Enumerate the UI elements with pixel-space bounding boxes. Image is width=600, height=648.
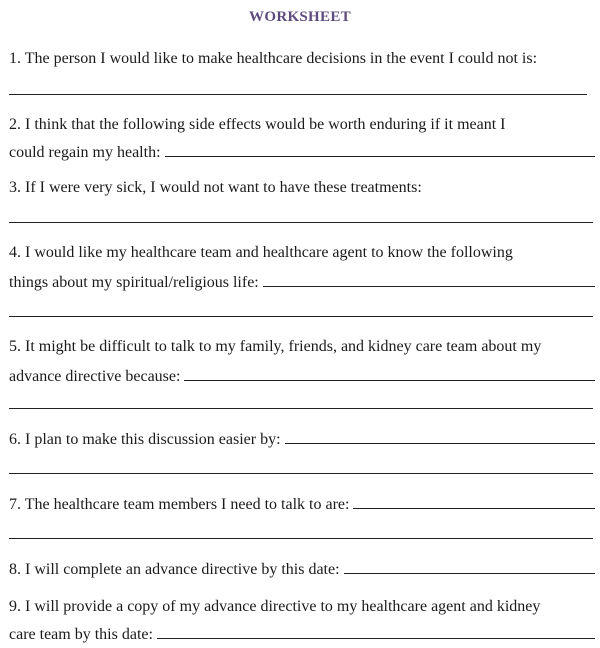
answer-line-5b[interactable] (9, 408, 593, 409)
question-6 (9, 425, 595, 453)
question-2-line-1: 2. I think that the following side effects would be worth enduring if it meant I (9, 116, 506, 133)
answer-line-2[interactable] (165, 138, 595, 157)
answer-line-4a[interactable] (263, 268, 595, 287)
answer-line-3[interactable] (9, 222, 593, 223)
question-4-line-1: 4. I would like my healthcare team and healthcare agent to know the following (9, 244, 513, 261)
question-5-line-2 (9, 362, 595, 390)
question-2-line-2 (9, 138, 595, 166)
answer-line-5a[interactable] (184, 362, 595, 381)
question-7 (9, 490, 595, 518)
question-1: 1. The person I would like to make healthcare decisions in the event I could not is: (9, 50, 538, 67)
answer-line-7a[interactable] (353, 490, 595, 509)
question-9-line-1: 9. I will provide a copy of my advance directive to my healthcare agent and kidney (9, 598, 541, 615)
answer-line-4b[interactable] (9, 316, 593, 317)
answer-line-6a[interactable] (285, 425, 595, 444)
answer-line-7b[interactable] (9, 538, 593, 539)
question-8 (9, 555, 595, 583)
question-7-label: 7. The healthcare team members I need to talk to are: (9, 496, 350, 513)
answer-line-6b[interactable] (9, 473, 593, 474)
question-6-label: 6. I plan to make this discussion easier by: (9, 431, 281, 448)
answer-line-8[interactable] (344, 555, 595, 574)
question-3: 3. If I were very sick, I would not want to have these treatments: (9, 179, 422, 196)
answer-line-9[interactable] (157, 620, 595, 639)
question-8-label: 8. I will complete an advance directive by this date: (9, 561, 340, 578)
question-9-line-2 (9, 620, 595, 648)
question-4-line-2 (9, 268, 595, 296)
worksheet-title: WORKSHEET (249, 9, 351, 25)
question-2-label: could regain my health: (9, 144, 161, 161)
question-5-label: advance directive because: (9, 368, 181, 385)
question-4-label: things about my spiritual/religious life: (9, 274, 259, 291)
question-5-line-1: 5. It might be difficult to talk to my family, friends, and kidney care team about my (9, 338, 542, 355)
question-9-label: care team by this date: (9, 626, 153, 643)
answer-line-1[interactable] (9, 94, 587, 95)
